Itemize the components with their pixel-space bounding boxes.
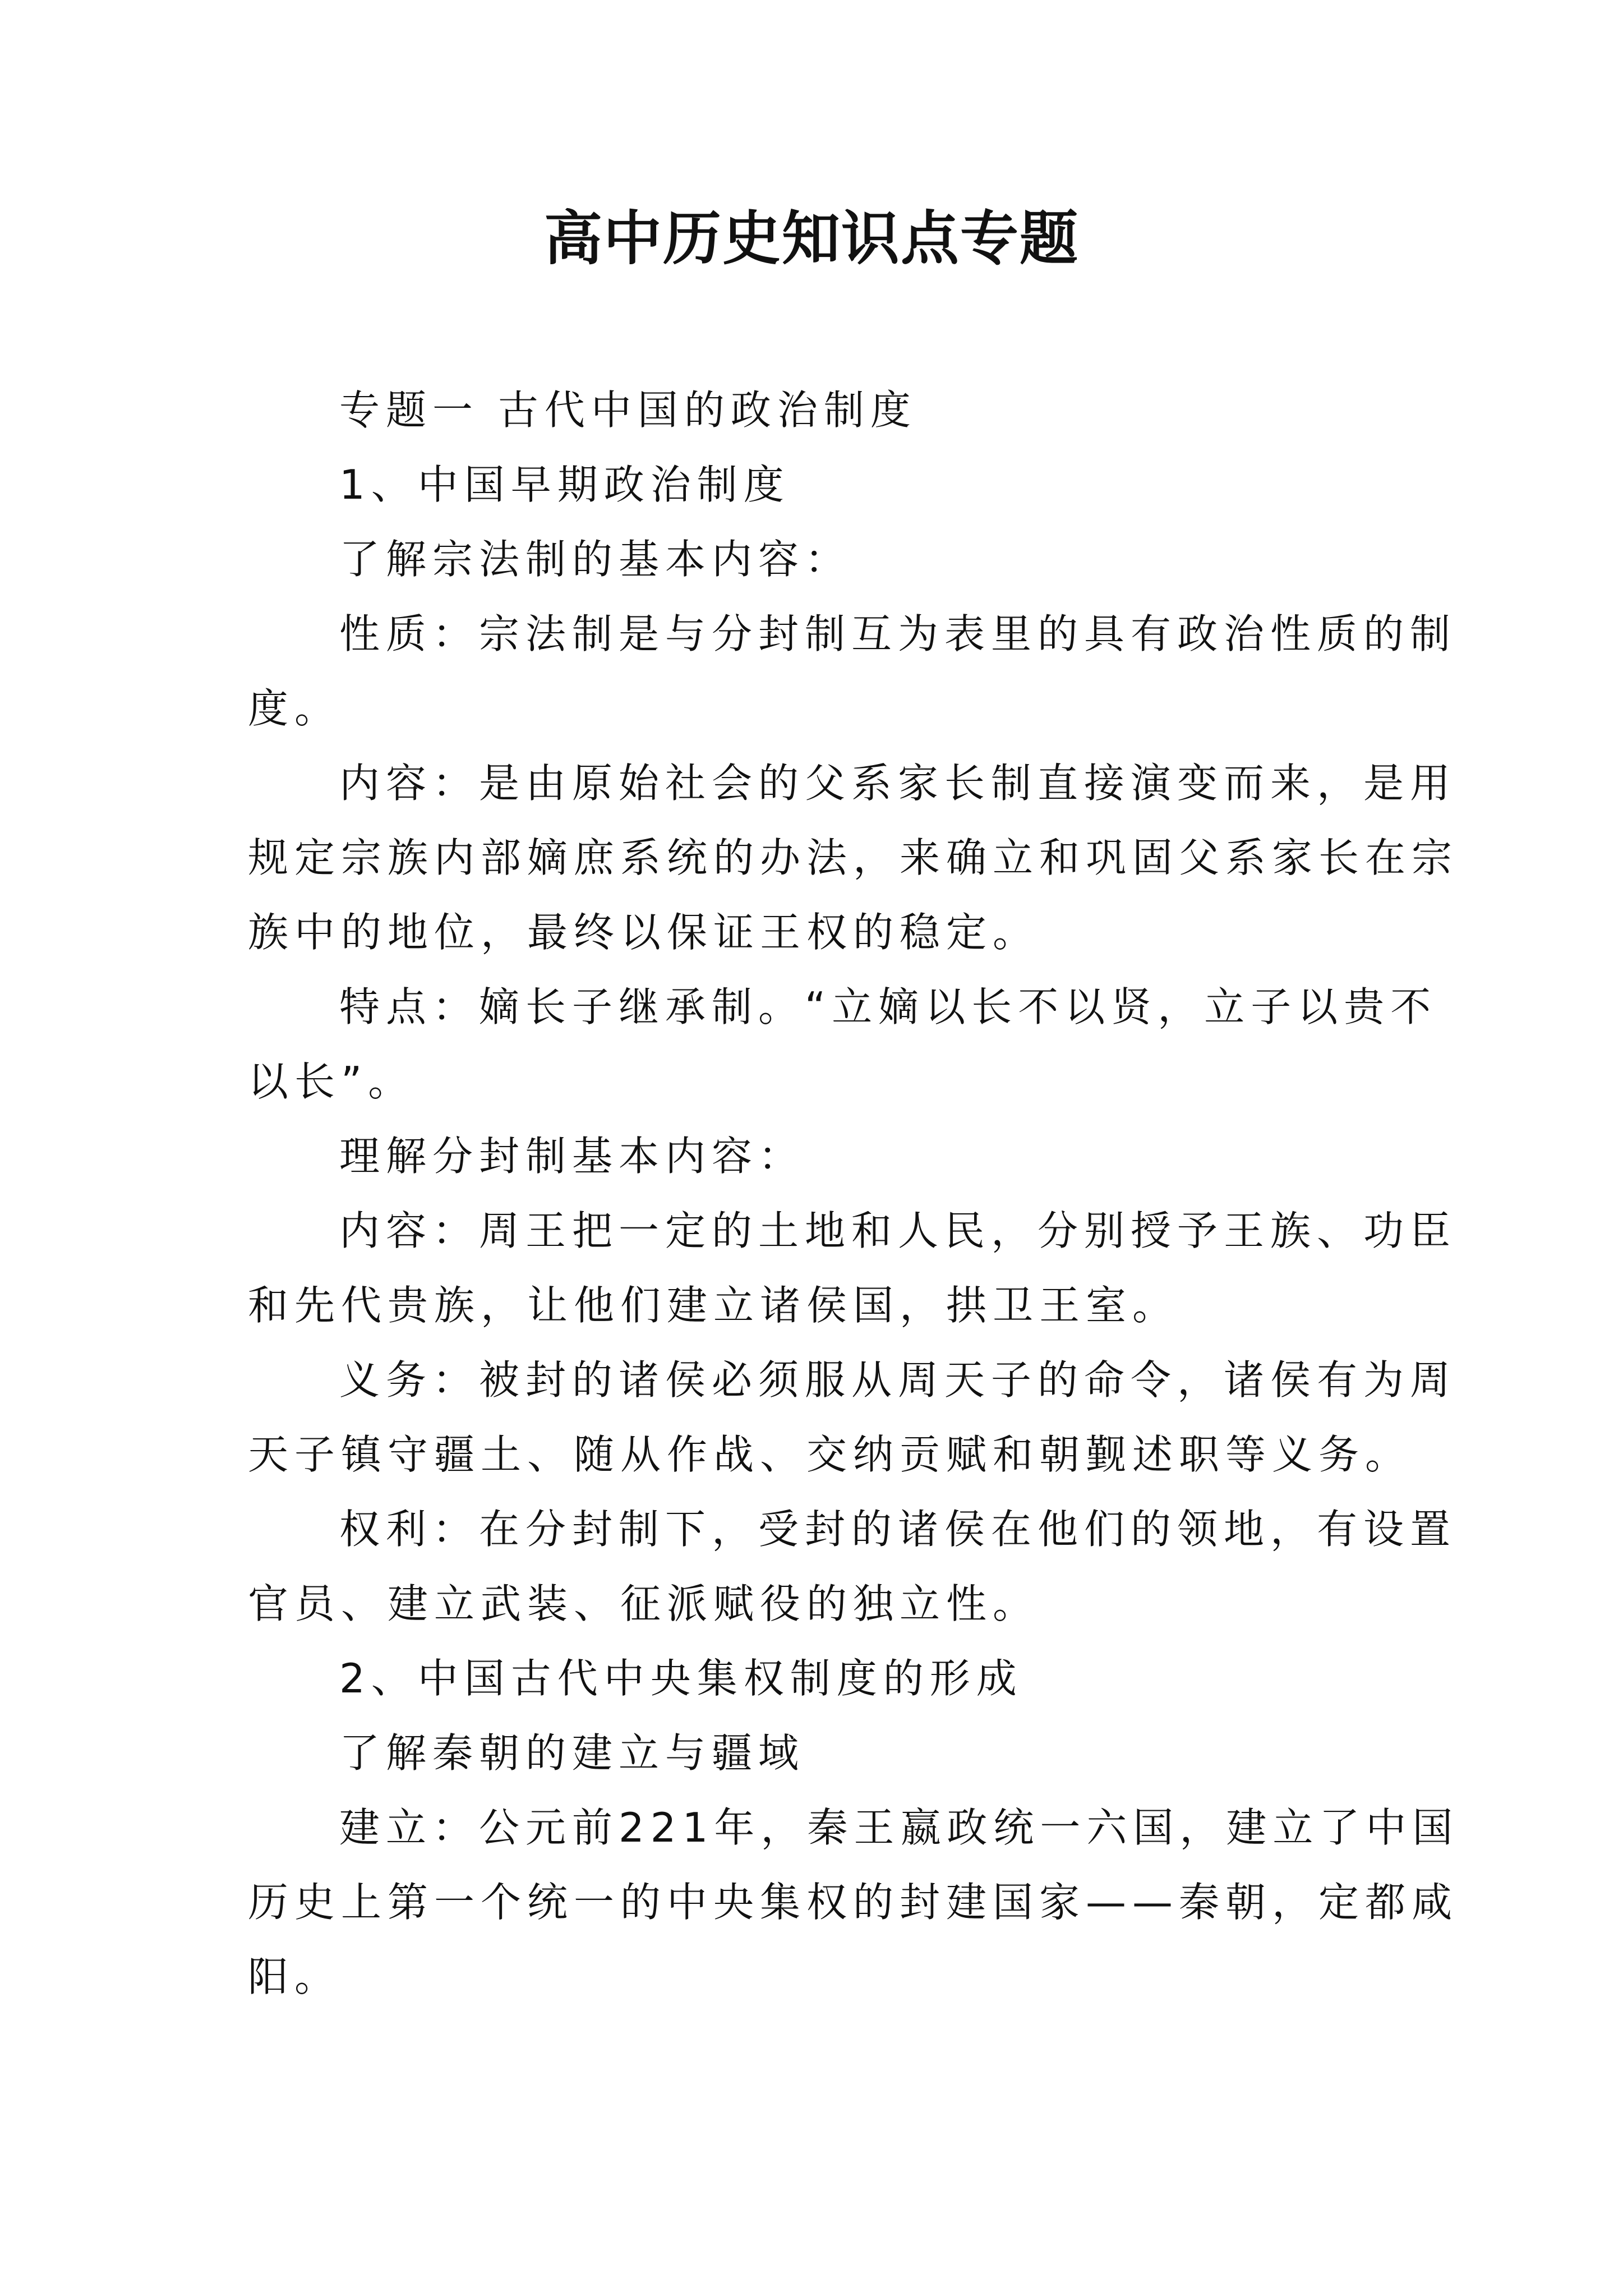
text-line: 了解宗法制的基本内容： <box>339 536 852 583</box>
text-line: 义务：被封的诸侯必须服从周天子的命令，诸侯有为周 <box>339 1356 1457 1404</box>
text-line: 规定宗族内部嫡庶系统的办法，来确立和巩固父系家长在宗 <box>248 834 1459 881</box>
document-title: 高中历史知识点专题 <box>543 204 1079 273</box>
text-line: 和先代贵族，让他们建立诸侯国，拱卫王室。 <box>248 1282 1179 1329</box>
text-line: 官员、建立武装、征派赋役的独立性。 <box>248 1580 1040 1627</box>
document-body <box>248 373 1459 2014</box>
text-line: 天子镇守疆土、随从作战、交纳贡赋和朝觐述职等义务。 <box>248 1431 1412 1478</box>
text-line: 以长”。 <box>248 1058 415 1105</box>
text-line: 特点：嫡长子继承制。“立嫡以长不以贤，立子以贵不 <box>339 983 1437 1030</box>
text-line: 内容：周王把一定的土地和人民，分别授予王族、功臣 <box>339 1207 1457 1254</box>
text-line: 了解秦朝的建立与疆域 <box>339 1729 805 1777</box>
text-line: 理解分封制基本内容： <box>339 1133 805 1180</box>
text-line: 历史上第一个统一的中央集权的封建国家——秦朝，定都咸 <box>248 1879 1459 1926</box>
text-line: 度。 <box>248 685 342 732</box>
text-line: 建立：公元前221年，秦王嬴政统一六国，建立了中国 <box>339 1804 1459 1851</box>
text-line: 内容：是由原始社会的父系家长制直接演变而来，是用 <box>339 760 1457 807</box>
text-line: 专题一 古代中国的政治制度 <box>339 386 917 434</box>
text-line: 1、中国早期政治制度 <box>339 461 790 508</box>
text-line: 族中的地位，最终以保证王权的稳定。 <box>248 909 1040 956</box>
text-line: 性质：宗法制是与分封制互为表里的具有政治性质的制 <box>339 610 1457 657</box>
text-line: 权利：在分封制下，受封的诸侯在他们的领地，有设置 <box>339 1506 1457 1553</box>
text-line: 阳。 <box>248 1953 342 2000</box>
text-line: 2、中国古代中央集权制度的形成 <box>339 1655 1023 1702</box>
